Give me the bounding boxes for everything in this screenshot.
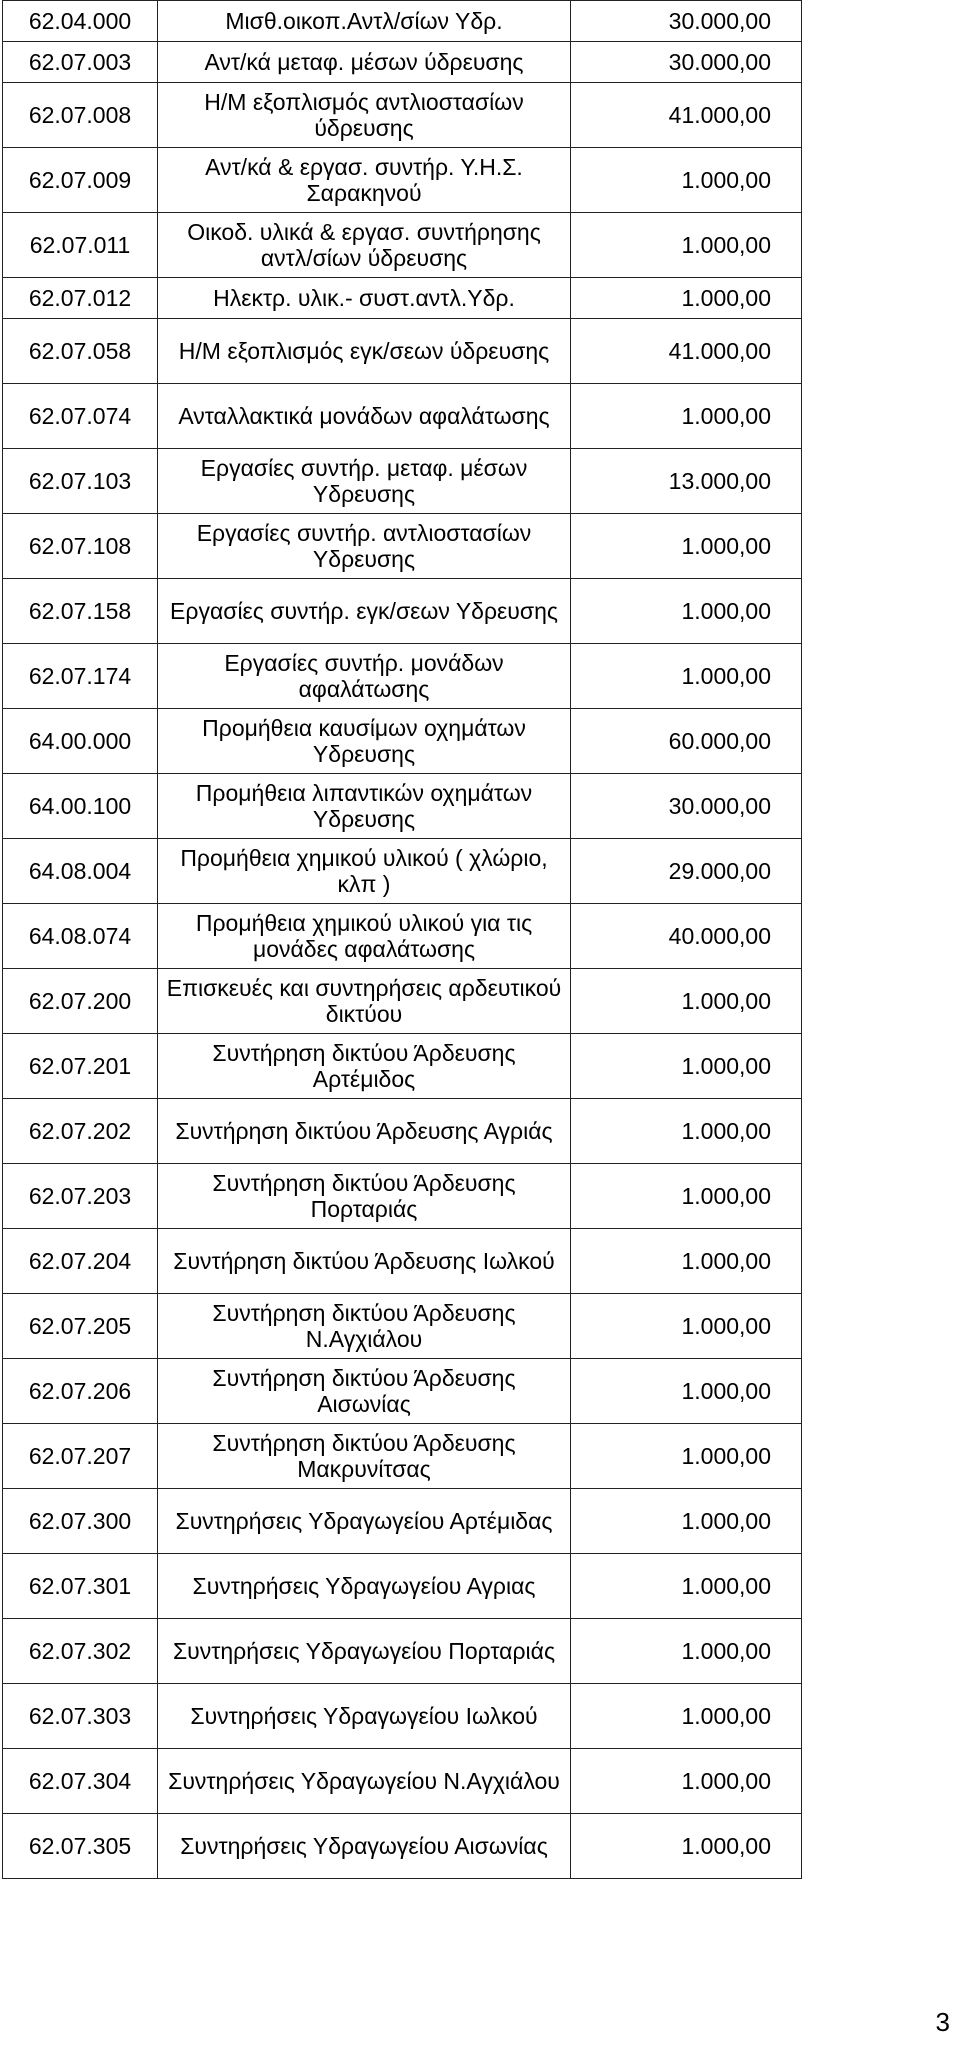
account-description: Συντηρήσεις Υδραγωγείου Αισωνίας — [158, 1814, 571, 1879]
table-row — [3, 1034, 802, 1099]
account-amount: 29.000,00 — [571, 839, 802, 904]
account-code: 62.07.303 — [3, 1684, 158, 1749]
account-description: Ηλεκτρ. υλικ.- συστ.αντλ.Υδρ. — [158, 278, 571, 319]
account-description: Προμήθεια λιπαντικών οχημάτων Υδρευσης — [158, 774, 571, 839]
account-code: 62.07.302 — [3, 1619, 158, 1684]
account-description: Ανταλλακτικά μονάδων αφαλάτωσης — [158, 384, 571, 449]
table-row — [3, 42, 802, 83]
table-row — [3, 644, 802, 709]
table-row — [3, 1749, 802, 1814]
account-amount: 1.000,00 — [571, 1749, 802, 1814]
account-code: 62.07.203 — [3, 1164, 158, 1229]
account-description: Προμήθεια καυσίμων οχημάτων Υδρευσης — [158, 709, 571, 774]
table-row — [3, 904, 802, 969]
table-row — [3, 319, 802, 384]
table-row — [3, 1814, 802, 1879]
account-code: 62.07.206 — [3, 1359, 158, 1424]
account-code: 62.07.205 — [3, 1294, 158, 1359]
account-amount: 1.000,00 — [571, 969, 802, 1034]
account-code: 62.07.200 — [3, 969, 158, 1034]
account-amount: 1.000,00 — [571, 1034, 802, 1099]
account-amount: 1.000,00 — [571, 514, 802, 579]
account-amount: 60.000,00 — [571, 709, 802, 774]
page-number: 3 — [935, 2007, 950, 2037]
table-row — [3, 839, 802, 904]
account-description: Συντήρηση δικτύου Άρδευσης Αισωνίας — [158, 1359, 571, 1424]
table-row — [3, 969, 802, 1034]
account-code: 62.07.058 — [3, 319, 158, 384]
account-code: 62.07.305 — [3, 1814, 158, 1879]
account-code: 62.07.012 — [3, 278, 158, 319]
account-code: 62.07.009 — [3, 148, 158, 213]
account-amount: 30.000,00 — [571, 42, 802, 83]
table-row — [3, 1554, 802, 1619]
account-amount: 30.000,00 — [571, 1, 802, 42]
account-code: 62.07.158 — [3, 579, 158, 644]
account-description: Συντήρηση δικτύου Άρδευσης Μακρυνίτσας — [158, 1424, 571, 1489]
account-description: Εργασίες συντήρ. μεταφ. μέσων Υδρευσης — [158, 449, 571, 514]
table-row — [3, 83, 802, 148]
account-code: 62.07.074 — [3, 384, 158, 449]
account-code: 62.07.174 — [3, 644, 158, 709]
account-code: 62.07.202 — [3, 1099, 158, 1164]
account-amount: 1.000,00 — [571, 1619, 802, 1684]
account-amount: 1.000,00 — [571, 1424, 802, 1489]
account-amount: 41.000,00 — [571, 319, 802, 384]
account-code: 62.07.108 — [3, 514, 158, 579]
account-code: 62.07.204 — [3, 1229, 158, 1294]
account-amount: 1.000,00 — [571, 644, 802, 709]
account-description: Συντήρηση δικτύου Άρδευσης Ν.Αγχιάλου — [158, 1294, 571, 1359]
account-amount: 41.000,00 — [571, 83, 802, 148]
table-row — [3, 1229, 802, 1294]
account-description: Εργασίες συντήρ. αντλιοστασίων Υδρευσης — [158, 514, 571, 579]
table-row — [3, 1, 802, 42]
table-row — [3, 579, 802, 644]
account-amount: 30.000,00 — [571, 774, 802, 839]
account-description: Συντηρήσεις Υδραγωγείου Αγριας — [158, 1554, 571, 1619]
account-description: Προμήθεια χημικού υλικού για τις μονάδες αφαλάτωσης — [158, 904, 571, 969]
account-description: Συντηρήσεις Υδραγωγείου Αρτέμιδας — [158, 1489, 571, 1554]
account-description: Εργασίες συντήρ. μονάδων αφαλάτωσης — [158, 644, 571, 709]
account-description: Προμήθεια χημικού υλικού ( χλώριο, κλπ ) — [158, 839, 571, 904]
account-code: 64.00.000 — [3, 709, 158, 774]
table-row — [3, 449, 802, 514]
account-description: Αντ/κά μεταφ. μέσων ύδρευσης — [158, 42, 571, 83]
table-row — [3, 1424, 802, 1489]
account-code: 62.07.008 — [3, 83, 158, 148]
account-description: Συντηρήσεις Υδραγωγείου Ν.Αγχιάλου — [158, 1749, 571, 1814]
table-row — [3, 384, 802, 449]
table-row — [3, 1294, 802, 1359]
account-code: 62.07.011 — [3, 213, 158, 278]
account-amount: 1.000,00 — [571, 1814, 802, 1879]
table-row — [3, 709, 802, 774]
account-description: Συντηρήσεις Υδραγωγείου Πορταριάς — [158, 1619, 571, 1684]
account-code: 62.04.000 — [3, 1, 158, 42]
account-amount: 1.000,00 — [571, 1294, 802, 1359]
table-row — [3, 1489, 802, 1554]
account-description: Εργασίες συντήρ. εγκ/σεων Υδρευσης — [158, 579, 571, 644]
account-amount: 40.000,00 — [571, 904, 802, 969]
table-row — [3, 1359, 802, 1424]
account-description: Συντήρηση δικτύου Άρδευσης Αγριάς — [158, 1099, 571, 1164]
account-amount: 13.000,00 — [571, 449, 802, 514]
account-code: 62.07.304 — [3, 1749, 158, 1814]
table-row — [3, 1619, 802, 1684]
account-amount: 1.000,00 — [571, 148, 802, 213]
account-code: 64.08.004 — [3, 839, 158, 904]
account-description: Μισθ.οικοπ.Αντλ/σίων Υδρ. — [158, 1, 571, 42]
account-code: 62.07.103 — [3, 449, 158, 514]
account-amount: 1.000,00 — [571, 1359, 802, 1424]
account-description: Επισκευές και συντηρήσεις αρδευτικού δικτύου — [158, 969, 571, 1034]
account-amount: 1.000,00 — [571, 278, 802, 319]
account-code: 62.07.201 — [3, 1034, 158, 1099]
table-row — [3, 1684, 802, 1749]
table-row — [3, 148, 802, 213]
account-amount: 1.000,00 — [571, 1099, 802, 1164]
table-row — [3, 1164, 802, 1229]
account-description: Συντηρήσεις Υδραγωγείου Ιωλκού — [158, 1684, 571, 1749]
table-row — [3, 774, 802, 839]
account-code: 62.07.003 — [3, 42, 158, 83]
table-row — [3, 278, 802, 319]
budget-table — [2, 0, 802, 1879]
account-amount: 1.000,00 — [571, 1489, 802, 1554]
table-row — [3, 514, 802, 579]
account-description: Συντήρηση δικτύου Άρδευσης Πορταριάς — [158, 1164, 571, 1229]
account-amount: 1.000,00 — [571, 1164, 802, 1229]
account-description: Η/Μ εξοπλισμός αντλιοστασίων ύδρευσης — [158, 83, 571, 148]
budget-table-body — [3, 1, 802, 1879]
account-amount: 1.000,00 — [571, 213, 802, 278]
account-amount: 1.000,00 — [571, 1554, 802, 1619]
account-description: Συντήρηση δικτύου Άρδευσης Ιωλκού — [158, 1229, 571, 1294]
account-amount: 1.000,00 — [571, 1684, 802, 1749]
table-row — [3, 213, 802, 278]
account-amount: 1.000,00 — [571, 579, 802, 644]
account-code: 62.07.207 — [3, 1424, 158, 1489]
table-row — [3, 1099, 802, 1164]
account-amount: 1.000,00 — [571, 1229, 802, 1294]
account-code: 64.08.074 — [3, 904, 158, 969]
account-code: 62.07.301 — [3, 1554, 158, 1619]
account-code: 62.07.300 — [3, 1489, 158, 1554]
account-description: Αντ/κά & εργασ. συντήρ. Υ.Η.Σ. Σαρακηνού — [158, 148, 571, 213]
account-description: Η/Μ εξοπλισμός εγκ/σεων ύδρευσης — [158, 319, 571, 384]
account-amount: 1.000,00 — [571, 384, 802, 449]
account-code: 64.00.100 — [3, 774, 158, 839]
account-description: Οικοδ. υλικά & εργασ. συντήρησης αντλ/σίων ύδρευσης — [158, 213, 571, 278]
account-description: Συντήρηση δικτύου Άρδευσης Αρτέμιδος — [158, 1034, 571, 1099]
